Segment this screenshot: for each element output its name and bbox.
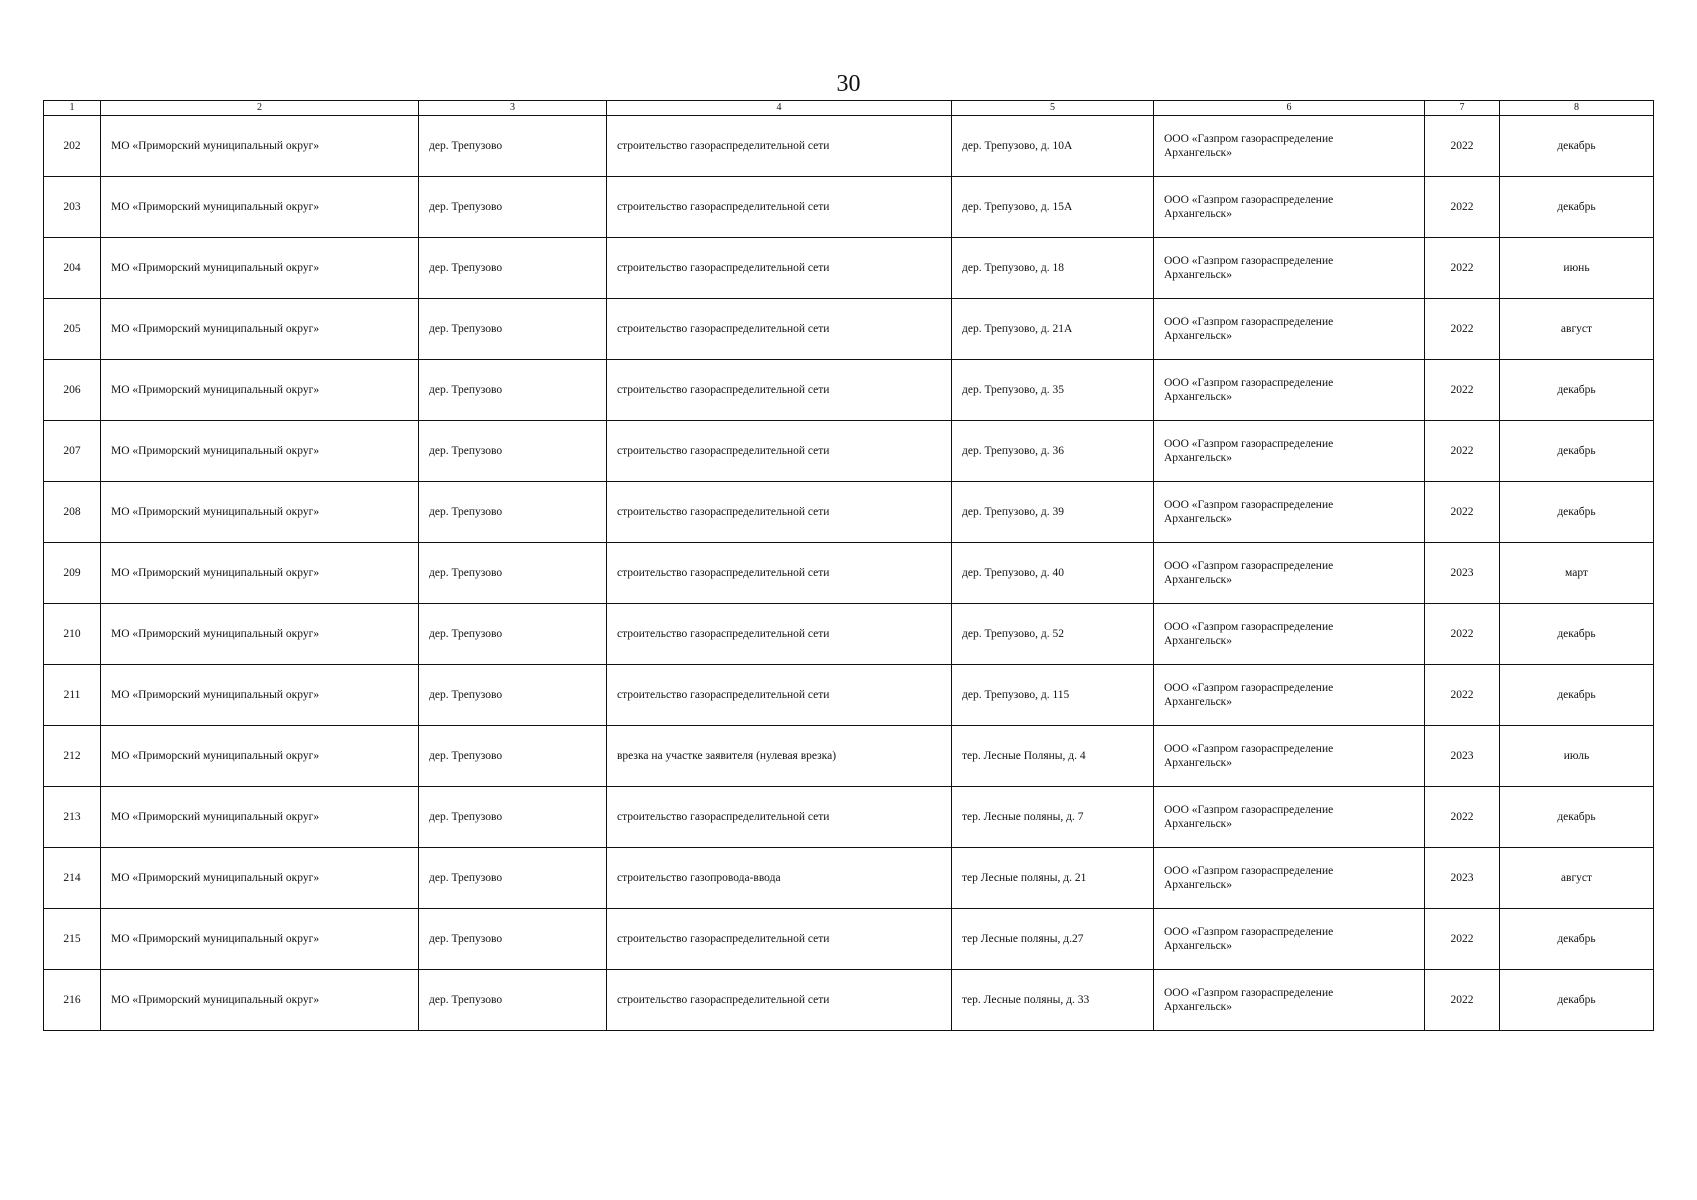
- work-type-cell: строительство газораспределительной сети: [607, 909, 952, 970]
- address-cell: тер Лесные поляны, д. 21: [952, 848, 1154, 909]
- row-number-cell: 216: [44, 970, 101, 1031]
- year-cell: 2023: [1425, 726, 1500, 787]
- municipality-cell: МО «Приморский муниципальный округ»: [101, 360, 419, 421]
- municipality-cell: МО «Приморский муниципальный округ»: [101, 787, 419, 848]
- municipality-cell: МО «Приморский муниципальный округ»: [101, 482, 419, 543]
- work-type-cell: строительство газораспределительной сети: [607, 665, 952, 726]
- column-header: 7: [1425, 101, 1500, 116]
- year-cell: 2022: [1425, 909, 1500, 970]
- table-row: [44, 299, 1654, 360]
- column-header: 4: [607, 101, 952, 116]
- organization-cell: [1154, 604, 1425, 665]
- table-row: [44, 726, 1654, 787]
- municipality-cell: МО «Приморский муниципальный округ»: [101, 543, 419, 604]
- month-cell: декабрь: [1500, 787, 1654, 848]
- organization-line: Архангельск»: [1164, 391, 1233, 403]
- address-cell: дер. Трепузово, д. 35: [952, 360, 1154, 421]
- work-type-cell: строительство газораспределительной сети: [607, 116, 952, 177]
- row-number-cell: 206: [44, 360, 101, 421]
- organization-line: ООО «Газпром газораспределение: [1164, 926, 1334, 938]
- row-number-cell: 203: [44, 177, 101, 238]
- organization-line: Архангельск»: [1164, 696, 1233, 708]
- settlement-cell: дер. Трепузово: [419, 909, 607, 970]
- year-cell: 2022: [1425, 787, 1500, 848]
- year-cell: 2023: [1425, 543, 1500, 604]
- row-number-cell: 210: [44, 604, 101, 665]
- address-cell: дер. Трепузово, д. 18: [952, 238, 1154, 299]
- table-row: [44, 360, 1654, 421]
- row-number-cell: 213: [44, 787, 101, 848]
- organization-line: ООО «Газпром газораспределение: [1164, 865, 1334, 877]
- table-row: [44, 116, 1654, 177]
- organization-cell: [1154, 482, 1425, 543]
- municipality-cell: МО «Приморский муниципальный округ»: [101, 665, 419, 726]
- address-cell: дер. Трепузово, д. 52: [952, 604, 1154, 665]
- municipality-cell: МО «Приморский муниципальный округ»: [101, 909, 419, 970]
- settlement-cell: дер. Трепузово: [419, 604, 607, 665]
- organization-cell: [1154, 848, 1425, 909]
- table-body: [44, 101, 1654, 1031]
- month-cell: июль: [1500, 726, 1654, 787]
- column-header: 2: [101, 101, 419, 116]
- organization-cell: [1154, 970, 1425, 1031]
- year-cell: 2022: [1425, 421, 1500, 482]
- organization-line: Архангельск»: [1164, 208, 1233, 220]
- month-cell: декабрь: [1500, 665, 1654, 726]
- organization-line: ООО «Газпром газораспределение: [1164, 438, 1334, 450]
- organization-cell: [1154, 726, 1425, 787]
- address-cell: тер. Лесные поляны, д. 33: [952, 970, 1154, 1031]
- work-type-cell: строительство газораспределительной сети: [607, 482, 952, 543]
- organization-cell: [1154, 116, 1425, 177]
- organization-line: ООО «Газпром газораспределение: [1164, 743, 1334, 755]
- address-cell: дер. Трепузово, д. 15А: [952, 177, 1154, 238]
- table-row: [44, 848, 1654, 909]
- municipality-cell: МО «Приморский муниципальный округ»: [101, 848, 419, 909]
- address-cell: тер. Лесные поляны, д. 7: [952, 787, 1154, 848]
- organization-cell: [1154, 360, 1425, 421]
- year-cell: 2022: [1425, 116, 1500, 177]
- table-row: [44, 543, 1654, 604]
- settlement-cell: дер. Трепузово: [419, 970, 607, 1031]
- row-number-cell: 204: [44, 238, 101, 299]
- month-cell: август: [1500, 299, 1654, 360]
- organization-line: Архангельск»: [1164, 818, 1233, 830]
- organization-line: Архангельск»: [1164, 574, 1233, 586]
- column-header: 5: [952, 101, 1154, 116]
- year-cell: 2022: [1425, 238, 1500, 299]
- settlement-cell: дер. Трепузово: [419, 299, 607, 360]
- row-number-cell: 207: [44, 421, 101, 482]
- row-number-cell: 208: [44, 482, 101, 543]
- organization-cell: [1154, 665, 1425, 726]
- address-cell: тер. Лесные Поляны, д. 4: [952, 726, 1154, 787]
- year-cell: 2022: [1425, 665, 1500, 726]
- work-type-cell: строительство газораспределительной сети: [607, 543, 952, 604]
- settlement-cell: дер. Трепузово: [419, 116, 607, 177]
- table-row: [44, 421, 1654, 482]
- column-header: 3: [419, 101, 607, 116]
- table-row: [44, 970, 1654, 1031]
- organization-line: ООО «Газпром газораспределение: [1164, 255, 1334, 267]
- organization-line: ООО «Газпром газораспределение: [1164, 316, 1334, 328]
- month-cell: декабрь: [1500, 116, 1654, 177]
- organization-line: Архангельск»: [1164, 513, 1233, 525]
- settlement-cell: дер. Трепузово: [419, 848, 607, 909]
- work-type-cell: строительство газораспределительной сети: [607, 604, 952, 665]
- settlement-cell: дер. Трепузово: [419, 177, 607, 238]
- month-cell: август: [1500, 848, 1654, 909]
- municipality-cell: МО «Приморский муниципальный округ»: [101, 421, 419, 482]
- municipality-cell: МО «Приморский муниципальный округ»: [101, 116, 419, 177]
- column-number-row: [44, 101, 1654, 116]
- organization-cell: [1154, 299, 1425, 360]
- settlement-cell: дер. Трепузово: [419, 543, 607, 604]
- organization-line: ООО «Газпром газораспределение: [1164, 987, 1334, 999]
- municipality-cell: МО «Приморский муниципальный округ»: [101, 177, 419, 238]
- settlement-cell: дер. Трепузово: [419, 360, 607, 421]
- row-number-cell: 211: [44, 665, 101, 726]
- table-row: [44, 177, 1654, 238]
- column-header: 6: [1154, 101, 1425, 116]
- month-cell: декабрь: [1500, 177, 1654, 238]
- year-cell: 2023: [1425, 848, 1500, 909]
- month-cell: декабрь: [1500, 970, 1654, 1031]
- year-cell: 2022: [1425, 360, 1500, 421]
- organization-line: ООО «Газпром газораспределение: [1164, 804, 1334, 816]
- year-cell: 2022: [1425, 482, 1500, 543]
- municipality-cell: МО «Приморский муниципальный округ»: [101, 238, 419, 299]
- column-header: 8: [1500, 101, 1654, 116]
- organization-line: ООО «Газпром газораспределение: [1164, 621, 1334, 633]
- month-cell: декабрь: [1500, 482, 1654, 543]
- organization-line: Архангельск»: [1164, 879, 1233, 891]
- table-row: [44, 604, 1654, 665]
- row-number-cell: 212: [44, 726, 101, 787]
- year-cell: 2022: [1425, 604, 1500, 665]
- table-row: [44, 482, 1654, 543]
- settlement-cell: дер. Трепузово: [419, 665, 607, 726]
- row-number-cell: 202: [44, 116, 101, 177]
- year-cell: 2022: [1425, 299, 1500, 360]
- settlement-cell: дер. Трепузово: [419, 421, 607, 482]
- work-type-cell: строительство газораспределительной сети: [607, 238, 952, 299]
- column-header: 1: [44, 101, 101, 116]
- organization-line: Архангельск»: [1164, 757, 1233, 769]
- organization-line: ООО «Газпром газораспределение: [1164, 499, 1334, 511]
- municipality-cell: МО «Приморский муниципальный округ»: [101, 604, 419, 665]
- work-type-cell: строительство газопровода-ввода: [607, 848, 952, 909]
- row-number-cell: 205: [44, 299, 101, 360]
- municipality-cell: МО «Приморский муниципальный округ»: [101, 299, 419, 360]
- table-row: [44, 909, 1654, 970]
- month-cell: июнь: [1500, 238, 1654, 299]
- settlement-cell: дер. Трепузово: [419, 238, 607, 299]
- year-cell: 2022: [1425, 970, 1500, 1031]
- work-type-cell: строительство газораспределительной сети: [607, 177, 952, 238]
- address-cell: дер. Трепузово, д. 39: [952, 482, 1154, 543]
- address-cell: дер. Трепузово, д. 36: [952, 421, 1154, 482]
- data-table: [43, 100, 1654, 1031]
- organization-line: ООО «Газпром газораспределение: [1164, 133, 1334, 145]
- organization-line: Архангельск»: [1164, 269, 1233, 281]
- organization-line: Архангельск»: [1164, 452, 1233, 464]
- work-type-cell: строительство газораспределительной сети: [607, 787, 952, 848]
- work-type-cell: строительство газораспределительной сети: [607, 421, 952, 482]
- settlement-cell: дер. Трепузово: [419, 482, 607, 543]
- organization-cell: [1154, 787, 1425, 848]
- month-cell: март: [1500, 543, 1654, 604]
- organization-cell: [1154, 238, 1425, 299]
- month-cell: декабрь: [1500, 360, 1654, 421]
- row-number-cell: 215: [44, 909, 101, 970]
- organization-cell: [1154, 421, 1425, 482]
- organization-line: Архангельск»: [1164, 147, 1233, 159]
- work-type-cell: строительство газораспределительной сети: [607, 360, 952, 421]
- table-row: [44, 665, 1654, 726]
- organization-line: ООО «Газпром газораспределение: [1164, 194, 1334, 206]
- settlement-cell: дер. Трепузово: [419, 726, 607, 787]
- organization-cell: [1154, 909, 1425, 970]
- page-number: 30: [836, 71, 861, 97]
- organization-line: Архангельск»: [1164, 940, 1233, 952]
- organization-line: ООО «Газпром газораспределение: [1164, 682, 1334, 694]
- address-cell: дер. Трепузово, д. 115: [952, 665, 1154, 726]
- address-cell: тер Лесные поляны, д.27: [952, 909, 1154, 970]
- organization-line: Архангельск»: [1164, 635, 1233, 647]
- work-type-cell: строительство газораспределительной сети: [607, 299, 952, 360]
- work-type-cell: строительство газораспределительной сети: [607, 970, 952, 1031]
- work-type-cell: врезка на участке заявителя (нулевая врезка): [607, 726, 952, 787]
- table-row: [44, 238, 1654, 299]
- month-cell: декабрь: [1500, 909, 1654, 970]
- organization-line: ООО «Газпром газораспределение: [1164, 377, 1334, 389]
- month-cell: декабрь: [1500, 421, 1654, 482]
- organization-line: Архангельск»: [1164, 1001, 1233, 1013]
- address-cell: дер. Трепузово, д. 21А: [952, 299, 1154, 360]
- settlement-cell: дер. Трепузово: [419, 787, 607, 848]
- organization-line: Архангельск»: [1164, 330, 1233, 342]
- year-cell: 2022: [1425, 177, 1500, 238]
- address-cell: дер. Трепузово, д. 10А: [952, 116, 1154, 177]
- municipality-cell: МО «Приморский муниципальный округ»: [101, 970, 419, 1031]
- table-row: [44, 787, 1654, 848]
- organization-cell: [1154, 177, 1425, 238]
- address-cell: дер. Трепузово, д. 40: [952, 543, 1154, 604]
- organization-line: ООО «Газпром газораспределение: [1164, 560, 1334, 572]
- organization-cell: [1154, 543, 1425, 604]
- month-cell: декабрь: [1500, 604, 1654, 665]
- row-number-cell: 214: [44, 848, 101, 909]
- row-number-cell: 209: [44, 543, 101, 604]
- municipality-cell: МО «Приморский муниципальный округ»: [101, 726, 419, 787]
